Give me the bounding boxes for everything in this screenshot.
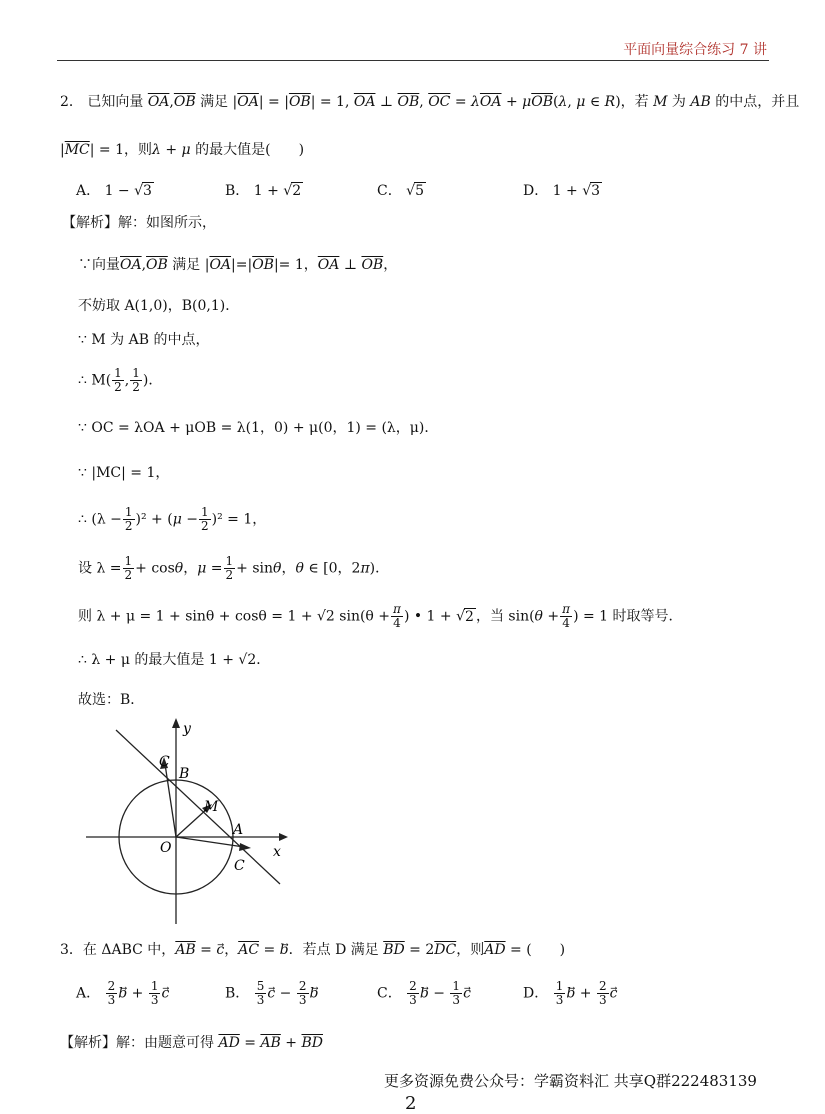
- y-axis-arrow-icon: [172, 718, 180, 728]
- q2-stem-f: ，则: [124, 142, 153, 158]
- q2-number: 2．: [60, 94, 83, 110]
- q3-option-c: C． $\frac{2}{3}$ b⃗ − $\frac{1}{3}$ c: [377, 979, 471, 1007]
- q2-stem-c: ，若: [620, 94, 649, 110]
- solution2-line8: 设 λ = $\frac{1}{2}$ + cosθ，μ = $\frac{1}{2}$ + sinθ，θ ∈ [0，2π)．: [78, 554, 390, 582]
- solution2-line2: 不妨取 A(1,0)，B(0,1)．: [78, 298, 240, 314]
- page-number: 2: [405, 1093, 417, 1114]
- label-o: O: [160, 840, 172, 856]
- solution2-line3: ∵ M 为 AB 的中点，: [78, 332, 210, 348]
- q2-option-a: A． 1 − √3: [76, 183, 152, 199]
- solution2-line9: 则 λ + μ = 1 + sinθ + cosθ = 1 + √2 sin(θ + $\frac{\pi}{4}$ ) • 1 + √2 ，当 sin(θ + $\frac{\pi}{4}$ ) = 1 时取等号．: [78, 602, 683, 630]
- q2-stem-a: 已知向量: [87, 94, 144, 110]
- solution2-line6: ∵ |MC| = 1，: [78, 465, 170, 481]
- solution2-line1: ∵向量$\overline{OA},\overline{OB}$ 满足 $|\overline{OA}|=|\overline{OB}|= 1$，$\overline{OA}$ ⊥ $\overline{OB}$，: [78, 257, 398, 273]
- vector-oc-lower: [176, 837, 244, 847]
- q2-stem-g: 的最大值是( ): [195, 142, 305, 158]
- q2-stem-line2: $|\overline{MC}| = 1$，则λ + μ 的最大值是( ): [60, 142, 305, 158]
- label-m: M: [204, 799, 219, 815]
- label-c-upper: C: [159, 754, 170, 770]
- q2-stem-b: 满足: [200, 94, 229, 110]
- solution2-line4: ∴ M( $\frac{1}{2}$ , $\frac{1}{2}$ )．: [78, 366, 163, 394]
- header-divider: [57, 60, 769, 61]
- solution2-line10: ∴ λ + μ 的最大值是 1 + √2．: [78, 652, 271, 668]
- q3-option-a: A． $\frac{2}{3}$ b⃗ + $\frac{1}{3}$ c: [76, 979, 170, 1007]
- q2-stem-e: 的中点，并且: [715, 94, 800, 110]
- line-ab: [116, 730, 280, 884]
- vec-ob: $\overline{OB}$: [173, 94, 196, 110]
- q2-stem-line1: 2． 已知向量 $\overline{OA},\overline{OB}$ 满足 $|\overline{OA}| = |\overline{OB}| = 1$, $\overline{OA}$ ⊥ $\overline{OB}$, $\overline{OC} = \lambda\overline{OA} + \mu\overline{OB}(\lambda$, μ ∈ R)，若 M 为 AB 的中点，并且: [60, 94, 800, 110]
- label-c-lower: C: [234, 858, 245, 874]
- figure-svg: [76, 714, 296, 928]
- label-x: x: [273, 844, 281, 860]
- vector-oc-upper: [165, 764, 176, 837]
- vector-oc-lower-arrow-icon: [239, 843, 251, 851]
- q2-stem-d: 为: [671, 94, 686, 110]
- q2-option-c: C． √5: [377, 183, 425, 199]
- q2-condition: $|\overline{OA}| = |\overline{OB}| = 1$, $\overline{OA}$ ⊥ $\overline{OB}$, $\overline{OC} = \lambda\overline{OA} + \mu\overline{OB}(\lambda$, μ ∈ R): [232, 94, 621, 110]
- label-b: B: [179, 766, 190, 782]
- q2-option-b: B． 1 + √2: [225, 183, 302, 199]
- solution2-line5: ∵ OC = λOA + μOB = λ(1，0) + μ(0，1) = (λ，μ)．: [78, 420, 439, 436]
- solution3-line: 【解析】解：由题意可得 $\overline{AD} = \overline{AB} + \overline{BD}$: [60, 1035, 323, 1051]
- solution2-tag: 【解析】解：如图所示，: [62, 215, 216, 231]
- q3-stem: 3．在 ΔABC 中，$\overline{AB}$ = c⃗，$\overline{AC} = b$．若点 D 满足 $\overline{BD} = 2\overline{DC}$，则$\overline{AD}$ = ( ): [60, 942, 566, 958]
- q3-option-d: D． $\frac{1}{3}$ b⃗ + $\frac{2}{3}$ c: [523, 979, 618, 1007]
- vec-oa: $\overline{OA}$: [147, 94, 170, 110]
- label-y: y: [183, 721, 191, 737]
- label-a: A: [233, 822, 244, 838]
- solution2-line7: ∴ (λ − $\frac{1}{2}$ )² + (μ − $\frac{1}{2}$ )² = 1，: [78, 505, 267, 533]
- unit-circle-figure: [76, 714, 296, 932]
- footer-promo: 更多资源免费公众号：学霸资料汇 共享Q群222483139: [384, 1072, 757, 1090]
- q3-option-b: B． $\frac{5}{3}$ c⃗ − $\frac{2}{3}$ b: [225, 979, 319, 1007]
- header-title: 平面向量综合练习 7 讲: [623, 42, 767, 58]
- q2-option-d: D． 1 + √3: [523, 183, 601, 199]
- x-axis-arrow-icon: [279, 833, 288, 841]
- vec-mc: $\overline{MC}$: [64, 142, 90, 158]
- solution2-line11: 故选：B．: [78, 692, 145, 708]
